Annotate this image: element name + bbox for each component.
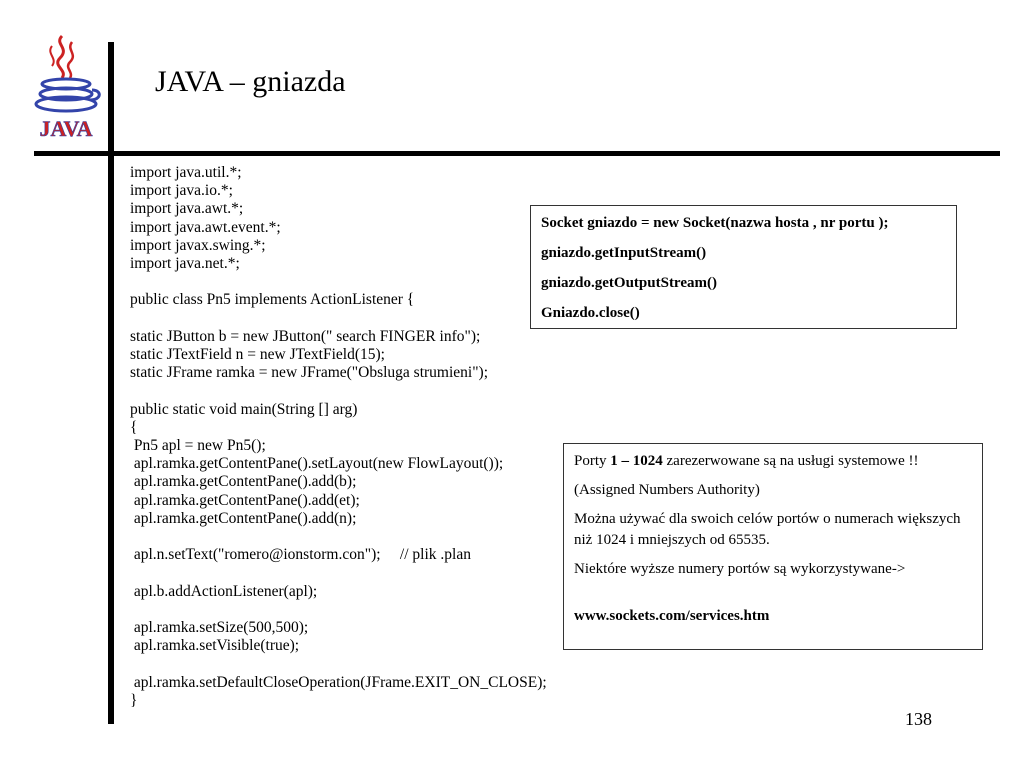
ports-reserved-line <box>574 451 972 472</box>
ports-authority-line: (Assigned Numbers Authority) <box>574 482 760 498</box>
ports-used-line: Niektóre wyższe numery portów są wykorzystywane-> <box>574 561 906 577</box>
ports-text-post: zarezerwowane są na usługi systemowe !! <box>662 453 919 469</box>
code-line: static JFrame ramka = new JFrame("Obsluga strumieni"); <box>130 364 489 382</box>
socket-methods-box <box>530 205 957 329</box>
socket-constructor-line: Socket gniazdo = new Socket(nazwa hosta , nr portu ); <box>541 215 889 231</box>
services-link[interactable]: www.sockets.com/services.htm <box>574 608 770 624</box>
code-line: apl.ramka.getContentPane().add(b); <box>130 473 357 491</box>
code-line: apl.ramka.getContentPane().setLayout(new FlowLayout()); <box>130 455 504 473</box>
code-line: public static void main(String [] arg) <box>130 400 358 418</box>
code-line: import java.io.*; <box>130 182 233 200</box>
page-number: 138 <box>905 709 932 729</box>
code-line: import java.net.*; <box>130 255 240 273</box>
code-line: apl.b.addActionListener(apl); <box>130 582 318 600</box>
code-line: } <box>130 691 138 709</box>
code-line: { <box>130 418 138 436</box>
slide-title: JAVA – gniazda <box>155 65 346 98</box>
code-line: apl.n.setText("romero@ionstorm.con"); // plik .plan <box>130 546 471 564</box>
code-line: import javax.swing.*; <box>130 236 266 254</box>
socket-close-line: Gniazdo.close() <box>541 305 640 321</box>
svg-text:JAVA: JAVA <box>39 116 93 141</box>
code-line: import java.util.*; <box>130 164 242 181</box>
code-line: apl.ramka.setVisible(true); <box>130 637 300 655</box>
socket-output-stream-line: gniazdo.getOutputStream() <box>541 275 717 291</box>
code-line: Pn5 apl = new Pn5(); <box>130 437 266 455</box>
code-line: apl.ramka.getContentPane().add(et); <box>130 491 360 509</box>
socket-input-stream-line: gniazdo.getInputStream() <box>541 245 707 261</box>
java-coffee-cup-icon <box>28 32 104 144</box>
code-listing <box>130 164 547 710</box>
vertical-divider <box>108 42 114 724</box>
code-line: apl.ramka.getContentPane().add(n); <box>130 509 357 527</box>
code-line: static JButton b = new JButton(" search FINGER info"); <box>130 327 481 345</box>
ports-info-box <box>563 443 983 650</box>
ports-usage-line: Można używać dla swoich celów portów o numerach większych niż 1024 i mniejszych od 65535. <box>574 511 961 548</box>
horizontal-divider <box>34 151 1000 156</box>
code-line: apl.ramka.setSize(500,500); <box>130 619 309 637</box>
ports-range: 1 – 1024 <box>610 453 663 469</box>
code-line: import java.awt.event.*; <box>130 218 281 236</box>
code-line: static JTextField n = new JTextField(15); <box>130 346 385 364</box>
code-line: public class Pn5 implements ActionListener { <box>130 291 415 309</box>
code-line: import java.awt.*; <box>130 200 244 218</box>
code-line: apl.ramka.setDefaultCloseOperation(JFrame.EXIT_ON_CLOSE); <box>130 673 547 691</box>
java-logo <box>28 32 104 144</box>
ports-text-pre: Porty <box>574 453 611 469</box>
